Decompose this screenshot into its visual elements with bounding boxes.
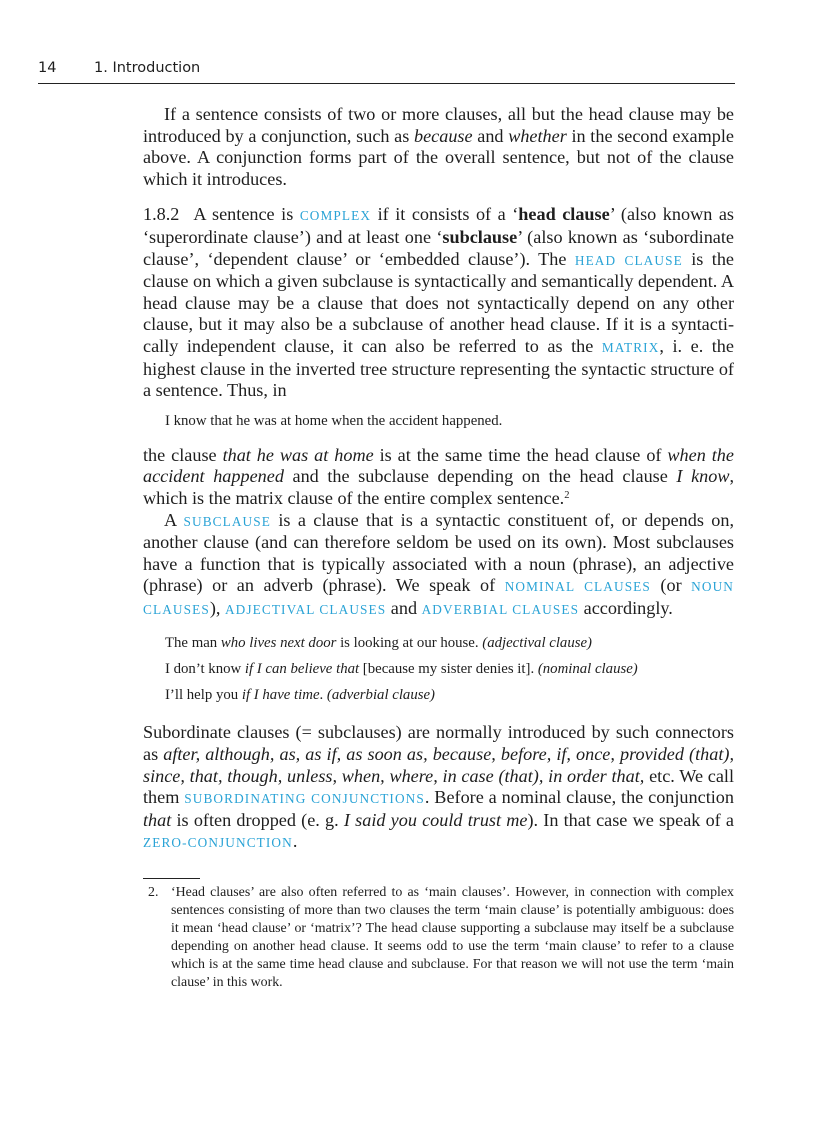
text-run: If a sentence consists of two or more clauses, all but the head clause may be introduced by a conjunction, such as: [143, 104, 734, 146]
example-block: [143, 630, 734, 708]
italic-example: I said you could trust me: [343, 809, 528, 830]
text-run: (or: [650, 575, 692, 596]
footnote-number: 2.: [148, 885, 159, 900]
italic-example: that: [143, 809, 172, 830]
italic-example: when the accident happened: [143, 444, 734, 487]
footnote-reference[interactable]: 2: [564, 489, 570, 501]
text-run: ),: [209, 597, 225, 618]
example-sentence: I know that he was at home when the accident happened.: [165, 412, 503, 429]
text-run: ’ (also known as ‘superordinate clause’) and at least one ‘: [143, 204, 734, 247]
clause-type-note: (nominal clause): [537, 661, 638, 678]
text-run: .: [319, 687, 327, 704]
italic-example: because: [414, 125, 473, 146]
text-run: ’ (also known as ‘subordinate clause’, ‘dependent clause’ or ‘embedded clause’). The: [143, 226, 734, 269]
text-run: The man: [165, 635, 221, 652]
paragraph-matrix: [143, 445, 734, 510]
italic-example: if I can believe that: [244, 661, 360, 678]
example-nominal: [143, 656, 734, 682]
chapter-title: 1. Introduction: [94, 60, 201, 76]
term-matrix: MATRIX: [601, 339, 660, 355]
paragraph-subordinating-conjunctions: [143, 722, 734, 854]
paragraph-subclause: [143, 510, 734, 621]
running-head: [38, 59, 735, 84]
text-run: is often dropped (e. g.: [171, 809, 344, 830]
text-run: in the second example above. A conjunction forms part of the overall sentence, but not of the clause which it introduces.: [143, 125, 734, 189]
italic-example: I know: [676, 466, 730, 487]
text-run: and: [472, 125, 509, 146]
text-run: is at the same time the head clause of: [373, 444, 668, 465]
example-adjectival: [143, 630, 734, 656]
text-run: is the clause on which a given subclause is syntactically and semantically dependent. A head clause may be a clause that does not syntactically depend on any other clause, but it may also be a subclause of another head clause. If it is a syntactically independent clause, it can also be referred to as the: [143, 248, 734, 356]
italic-conjunction-list: after, although, as, as if, as soon as, because, before, if, once, provided (that), since, that, though, unless, when, where, in case (that), in order that,: [143, 744, 734, 786]
footnote-divider: [143, 878, 200, 879]
text-run: accordingly.: [579, 597, 673, 618]
italic-example: who lives next door: [220, 635, 337, 652]
term-adverbial-clauses: ADVERBIAL CLAUSES: [421, 601, 580, 617]
term-subordinating-conjunctions: SUBORDINATING CONJUNCTIONS: [184, 791, 425, 807]
text-run: if it consists of a ‘: [371, 204, 519, 225]
text-run: is looking at our house.: [336, 635, 483, 652]
section-1-8-2: [143, 204, 734, 401]
text-run: is a clause that is a syntactic constituent of, or depends on, another clause (and can therefore seldom be used on its own). Most subclauses have a function that is typically associated with a noun (phrase), an adjective (phrase) or an adverb (phrase). We speak of: [143, 509, 734, 596]
italic-example: that he was at home: [222, 444, 374, 465]
bold-term: subclause: [442, 226, 518, 247]
italic-example: whether: [508, 125, 567, 146]
term-zero-conjunction: ZERO-CONJUNCTION: [143, 835, 293, 851]
text-run: A: [164, 509, 184, 530]
example-adverbial: [143, 682, 734, 708]
text-run: A sentence is: [193, 204, 300, 225]
text-run: , which is the matrix clause of the entire complex sentence.: [143, 466, 735, 508]
paragraph-conjunctions: [143, 104, 734, 190]
text-run: .: [292, 831, 298, 852]
footnote: [148, 884, 734, 991]
text-run: [because my sister denies it].: [359, 661, 538, 678]
text-run: . Before a nominal clause, the conjunction: [424, 787, 734, 808]
bold-term: head clause: [518, 204, 610, 225]
italic-example: if I have time: [241, 687, 320, 704]
footnote-text: ‘Head clauses’ are also often referred to as ‘main clauses’. However, in connection with complex sentences consisting of more than two clauses the term ‘main clause’ is potentially ambiguous: does it mean ‘head clause’ or ‘matrix’? The head clause supporting a subclause may itself be a subclause depending on another head clause. It seems odd to use the term ‘main clause’ to refer to a clause which is at the same time head clause and subclause. For that reason we will not use the term ‘main clause’ in this work.: [171, 885, 734, 990]
text-run: the clause: [143, 444, 223, 465]
text-run: I’ll help you: [165, 687, 242, 704]
text-run: and the subclause depending on the head clause: [283, 466, 677, 487]
text-run: Subordinate clauses (= subclauses) are normally introduced by such connectors as: [143, 722, 734, 765]
clause-type-note: (adverbial clause): [326, 687, 435, 704]
term-complex: COMPLEX: [299, 208, 372, 224]
page-number: 14: [38, 60, 57, 76]
term-adjectival-clauses: ADJECTIVAL CLAUSES: [224, 601, 387, 617]
text-run: and: [386, 597, 422, 618]
term-subclause: SUBCLAUSE: [183, 513, 271, 529]
example-block: [143, 412, 734, 431]
term-nominal-clauses: NOMINAL CLAUSES: [504, 579, 651, 595]
clause-type-note: (adjectival clause): [482, 635, 592, 652]
text-run: ). In that case we speak of a: [527, 809, 734, 830]
text-run: I don’t know: [165, 661, 245, 678]
main-text: [143, 104, 734, 854]
term-noun-clauses: NOUN CLAUSES: [143, 579, 734, 617]
text-run: etc. We call them: [143, 765, 734, 808]
text-run: , i. e. the highest clause in the inverted tree structure representing the syntactic structure of a sentence. Thus, in: [143, 335, 734, 401]
section-number: 1.8.2: [143, 204, 180, 225]
term-head-clause: HEAD CLAUSE: [574, 252, 683, 268]
